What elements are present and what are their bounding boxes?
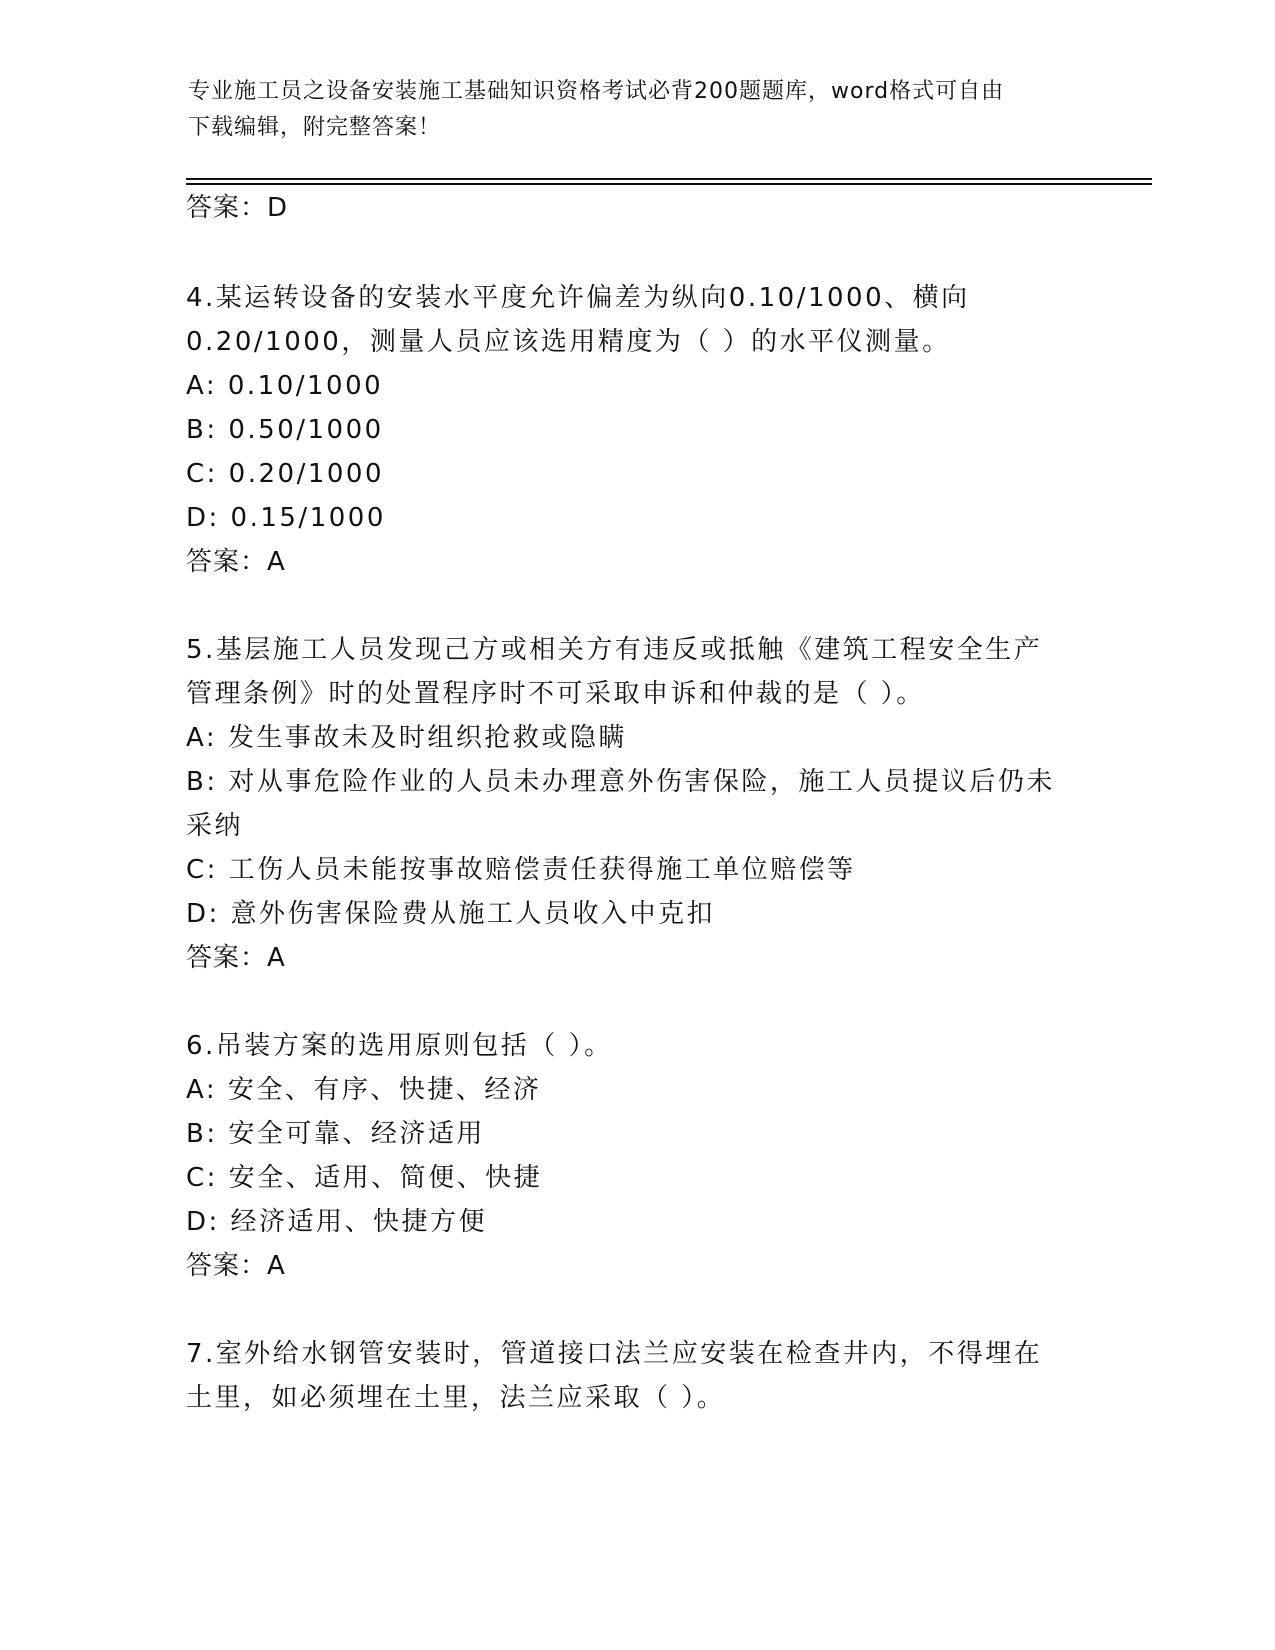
header-divider-top — [186, 178, 1152, 180]
question-5-option-a: A: 发生事故未及时组织抢救或隐瞒 — [186, 723, 627, 753]
document-header — [188, 74, 1068, 146]
question-4-answer: 答案：A — [186, 547, 286, 577]
question-5-option-b-continued: 采纳 — [186, 811, 244, 841]
question-4-stem-line-2: 0.20/1000，测量人员应该选用精度为（ ）的水平仪测量。 — [186, 327, 951, 357]
header-line-2: 下载编辑，附完整答案！ — [188, 115, 442, 140]
question-6-stem-line-1: 6.吊装方案的选用原则包括（ ）。 — [186, 1031, 613, 1061]
header-line-1: 专业施工员之设备安装施工基础知识资格考试必背200题题库，word格式可自由 — [188, 79, 1005, 104]
question-6-answer: 答案：A — [186, 1251, 286, 1281]
question-7-stem-line-2: 土里，如必须埋在土里，法兰应采取（ ）。 — [186, 1383, 726, 1413]
header-divider-bottom — [186, 183, 1152, 185]
question-5-option-d: D: 意外伤害保险费从施工人员收入中克扣 — [186, 899, 716, 929]
question-6-option-b: B: 安全可靠、经济适用 — [186, 1119, 485, 1149]
question-4-stem-line-1: 4.某运转设备的安装水平度允许偏差为纵向0.10/1000、横向 — [186, 283, 970, 313]
question-5-stem-line-2: 管理条例》时的处置程序时不可采取申诉和仲裁的是（ ）。 — [186, 679, 925, 709]
question-4-option-c: C: 0.20/1000 — [186, 459, 384, 489]
question-6-option-d: D: 经济适用、快捷方便 — [186, 1207, 488, 1237]
question-5-option-c: C: 工伤人员未能按事故赔偿责任获得施工单位赔偿等 — [186, 855, 856, 885]
question-4-option-d: D: 0.15/1000 — [186, 503, 386, 533]
question-4-option-b: B: 0.50/1000 — [186, 415, 384, 445]
question-7-stem-line-1: 7.室外给水钢管安装时，管道接口法兰应安装在检查井内，不得埋在 — [186, 1339, 1043, 1369]
question-6-option-c: C: 安全、适用、简便、快捷 — [186, 1163, 543, 1193]
question-4-option-a: A: 0.10/1000 — [186, 371, 384, 401]
answer-line: 答案：D — [186, 193, 289, 223]
question-6-option-a: A: 安全、有序、快捷、经济 — [186, 1075, 542, 1105]
question-5-option-b: B: 对从事危险作业的人员未办理意外伤害保险，施工人员提议后仍未 — [186, 767, 1055, 797]
question-5-stem-line-1: 5.基层施工人员发现己方或相关方有违反或抵触《建筑工程安全生产 — [186, 635, 1043, 665]
question-5-answer: 答案：A — [186, 943, 286, 973]
